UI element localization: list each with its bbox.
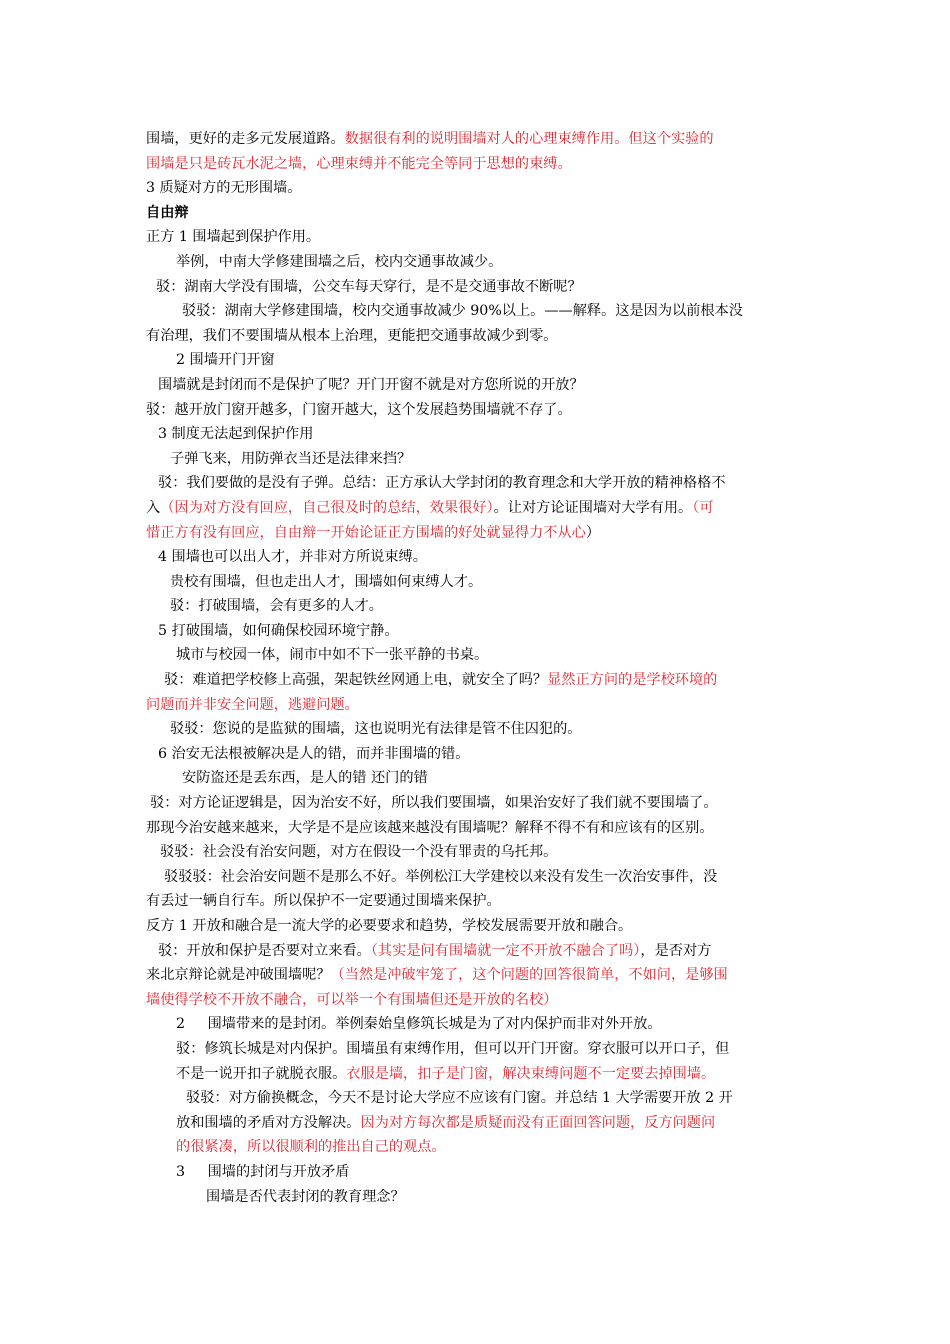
comment-span: 惜正方有没有回应，自由辩一开始论证正方围墙的好处就显得力不从心 xyxy=(146,524,586,541)
paragraph-line: 围墙是否代表封闭的教育理念？ xyxy=(206,1188,405,1205)
comment-line: 的很紧凑，所以很顺利的推出自己的观点。 xyxy=(176,1139,446,1156)
paragraph-line: 围墙就是封闭而不是保护了呢？开门开窗不就是对方您所说的开放？ xyxy=(158,376,584,393)
comment-span: 显然正方问的是学校环境的 xyxy=(547,672,718,689)
text-span: ，是否对方 xyxy=(640,942,712,959)
paragraph-line: 驳：修筑长城是对内保护。围墙虽有束缚作用，但可以开门开窗。穿衣服可以开口子，但 xyxy=(176,1040,730,1057)
paragraph-line: 反方 1 开放和融合是一流大学的必要要求和趋势，学校发展需要开放和融合。 xyxy=(146,918,633,934)
paragraph-line: 子弹飞来，用防弹衣当还是法律来挡？ xyxy=(170,450,412,467)
comment-span: （其实是问有围墙就一定不开放不融合了吗） xyxy=(370,942,641,959)
paragraph-line xyxy=(146,1062,810,1087)
paragraph-line: 驳驳：对方偷换概念，今天不是讨论大学应不应该有门窗。并总结 1 大学需要开放 2 开 xyxy=(186,1090,733,1107)
paragraph-line xyxy=(146,963,810,988)
comment-span: 衣服是墙，扣子是门窗，解决束缚问题不一定要去掉围墙。 xyxy=(346,1065,716,1082)
paragraph-line: 驳驳驳：社会治安问题不是那么不好。举例松江大学建校以来没有发生一次治安事件，没 xyxy=(164,868,718,885)
paragraph-line: 安防盗还是丢东西，是人的错 还门的错 xyxy=(182,770,428,787)
paragraph-line: 驳：打破围墙，会有更多的人才。 xyxy=(170,598,383,615)
paragraph-line: 驳：我们要做的是没有子弹。总结：正方承认大学封闭的教育理念和大学开放的精神格格不 xyxy=(158,475,726,492)
paragraph-line: 那现今治安越来越来，大学是不是应该越来越没有围墙呢？解释不得不有和应该有的区别。 xyxy=(146,819,714,836)
paragraph-line: 正方 1 围墙起到保护作用。 xyxy=(146,229,321,246)
paragraph-line: 有丢过一辆自行车。所以保护不一定要通过围墙来保护。 xyxy=(146,893,501,910)
paragraph-line: 4 围墙也可以出人才，并非对方所说束缚。 xyxy=(158,549,427,566)
text-span: 入 xyxy=(146,499,161,516)
paragraph-line: 3 围墙的封闭与开放矛盾 xyxy=(176,1163,350,1180)
comment-line: 问题而并非安全问题，逃避问题。 xyxy=(146,696,359,713)
paragraph-line xyxy=(146,1111,810,1136)
comment-span: 因为对方每次都是质疑而没有正面回答问题，反方问题问 xyxy=(360,1114,716,1131)
paragraph-line: 驳驳：社会没有治安问题，对方在假设一个没有罪责的乌托邦。 xyxy=(160,844,558,861)
paragraph-line: 6 治安无法根被解决是人的错，而并非围墙的错。 xyxy=(158,745,470,762)
text-span: 围墙，更好的走多元发展道路。 xyxy=(146,131,345,147)
paragraph-line: 驳驳：湖南大学修建围墙，校内交通事故减少 90%以上。——解释。这是因为以前根本没 xyxy=(182,303,743,320)
text-span: 放和围墙的矛盾对方没解决。 xyxy=(176,1114,361,1131)
comment-line: 围墙是只是砖瓦水泥之墙，心理束缚并不能完全等同于思想的束缚。 xyxy=(146,155,572,172)
paragraph-line: 城市与校园一体，闹市中如不下一张平静的书桌。 xyxy=(176,647,489,664)
text-span: 。让对方论证围墙对大学有用。 xyxy=(493,499,693,516)
paragraph-line: 贵校有围墙，但也走出人才，围墙如何束缚人才。 xyxy=(170,573,483,590)
paragraph-line: 3 制度无法起到保护作用 xyxy=(158,426,314,443)
paragraph-line xyxy=(146,521,810,546)
text-span: 驳：难道把学校修上高强，架起铁丝网通上电，就安全了吗？ xyxy=(164,672,548,689)
comment-span: （当然是冲破牢笼了，这个问题的回答很简单，不如问，是够围 xyxy=(330,967,728,984)
comment-span: 数据很有利的说明围墙对人的心理束缚作用。但这个实验的 xyxy=(344,131,714,147)
section-heading: 自由辩 xyxy=(146,204,189,221)
paragraph-line: 驳：湖南大学没有围墙，公交车每天穿行，是不是交通事故不断呢？ xyxy=(156,278,582,295)
paragraph-line: 驳：对方论证逻辑是，因为治安不好，所以我们要围墙，如果治安好了我们就不要围墙了。 xyxy=(150,795,718,812)
paragraph-line: 2 围墙带来的是封闭。举例秦始皇修筑长城是为了对内保护而非对外开放。 xyxy=(176,1016,662,1033)
paragraph-line xyxy=(146,127,810,152)
paragraph-line: 驳：越开放门窗开越多，门窗开越大，这个发展趋势围墙就不存了。 xyxy=(146,401,572,418)
paragraph-line: 5 打破围墙，如何确保校园环境宁静。 xyxy=(158,622,399,639)
document-body xyxy=(146,127,810,1209)
comment-span: （可 xyxy=(692,499,714,516)
paragraph-line: 2 围墙开门开窗 xyxy=(176,352,275,369)
paragraph-line: 有治理，我们不要围墙从根本上治理，更能把交通事故减少到零。 xyxy=(146,327,558,344)
comment-line: 墙使得学校不开放不融合，可以举一个有围墙但还是开放的名校） xyxy=(146,991,558,1008)
paragraph-line xyxy=(146,496,810,521)
comment-span: （因为对方没有回应，自己很及时的总结，效果很好） xyxy=(160,499,494,516)
paragraph-line: 3 质疑对方的无形围墙。 xyxy=(146,180,302,197)
paragraph-line: 驳驳：您说的是监狱的围墙，这也说明光有法律是管不住囚犯的。 xyxy=(170,721,582,738)
text-span: 驳：开放和保护是否要对立来看。 xyxy=(158,942,371,959)
paragraph-line xyxy=(146,939,810,964)
text-span: ） xyxy=(585,524,601,541)
paragraph-line xyxy=(146,668,810,693)
text-span: 来北京辩论就是冲破围墙呢？ xyxy=(146,967,331,984)
paragraph-line: 举例，中南大学修建围墙之后，校内交通事故减少。 xyxy=(176,253,503,270)
text-span: 不是一说开扣子就脱衣服。 xyxy=(176,1065,347,1082)
